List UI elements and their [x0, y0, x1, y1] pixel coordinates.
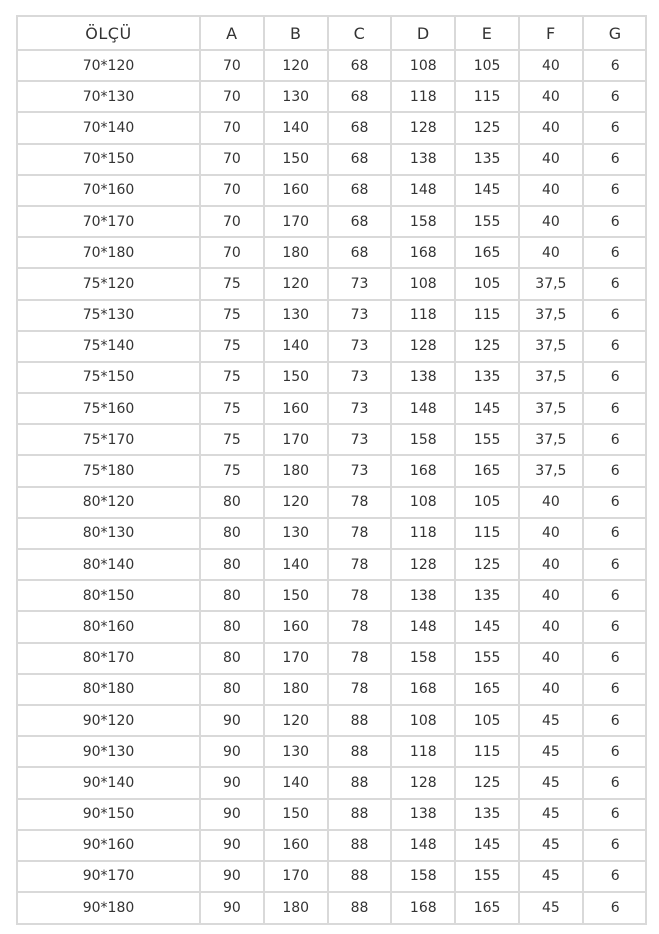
value-cell: 6 — [583, 393, 647, 424]
value-cell: 120 — [264, 705, 328, 736]
value-cell: 80 — [200, 580, 264, 611]
value-cell: 45 — [519, 892, 583, 923]
value-cell: 78 — [328, 580, 392, 611]
value-cell: 6 — [583, 767, 647, 798]
value-cell: 40 — [519, 81, 583, 112]
value-cell: 120 — [264, 487, 328, 518]
value-cell: 6 — [583, 331, 647, 362]
value-cell: 6 — [583, 892, 647, 923]
value-cell: 108 — [391, 268, 455, 299]
value-cell: 160 — [264, 393, 328, 424]
value-cell: 6 — [583, 799, 647, 830]
table-row — [18, 112, 647, 143]
value-cell: 80 — [200, 643, 264, 674]
value-cell: 165 — [455, 674, 519, 705]
value-cell: 128 — [391, 767, 455, 798]
value-cell: 40 — [519, 643, 583, 674]
value-cell: 158 — [391, 643, 455, 674]
value-cell: 6 — [583, 300, 647, 331]
column-header-a: A — [200, 17, 264, 50]
value-cell: 70 — [200, 112, 264, 143]
value-cell: 80 — [200, 518, 264, 549]
column-header-c: C — [328, 17, 392, 50]
value-cell: 37,5 — [519, 393, 583, 424]
table-row — [18, 50, 647, 81]
size-cell: 80*150 — [18, 580, 200, 611]
value-cell: 158 — [391, 206, 455, 237]
value-cell: 88 — [328, 705, 392, 736]
table-row — [18, 300, 647, 331]
value-cell: 78 — [328, 487, 392, 518]
value-cell: 158 — [391, 424, 455, 455]
value-cell: 40 — [519, 144, 583, 175]
value-cell: 115 — [455, 518, 519, 549]
value-cell: 6 — [583, 674, 647, 705]
value-cell: 6 — [583, 611, 647, 642]
value-cell: 125 — [455, 549, 519, 580]
size-cell: 90*130 — [18, 736, 200, 767]
value-cell: 130 — [264, 300, 328, 331]
value-cell: 75 — [200, 331, 264, 362]
value-cell: 168 — [391, 674, 455, 705]
value-cell: 78 — [328, 674, 392, 705]
table-row — [18, 331, 647, 362]
header-row — [18, 17, 647, 50]
value-cell: 37,5 — [519, 331, 583, 362]
table-row — [18, 362, 647, 393]
table-row — [18, 393, 647, 424]
value-cell: 155 — [455, 206, 519, 237]
value-cell: 40 — [519, 549, 583, 580]
size-cell: 90*170 — [18, 861, 200, 892]
value-cell: 80 — [200, 674, 264, 705]
value-cell: 135 — [455, 144, 519, 175]
table-header — [18, 17, 647, 50]
dimension-table-container — [16, 15, 647, 925]
value-cell: 128 — [391, 549, 455, 580]
value-cell: 140 — [264, 767, 328, 798]
value-cell: 6 — [583, 830, 647, 861]
value-cell: 148 — [391, 611, 455, 642]
value-cell: 128 — [391, 331, 455, 362]
value-cell: 75 — [200, 300, 264, 331]
value-cell: 6 — [583, 580, 647, 611]
value-cell: 170 — [264, 643, 328, 674]
value-cell: 78 — [328, 611, 392, 642]
dimension-table — [18, 17, 647, 923]
table-row — [18, 237, 647, 268]
value-cell: 140 — [264, 112, 328, 143]
value-cell: 160 — [264, 830, 328, 861]
size-cell: 80*120 — [18, 487, 200, 518]
value-cell: 118 — [391, 81, 455, 112]
size-cell: 80*170 — [18, 643, 200, 674]
value-cell: 138 — [391, 362, 455, 393]
value-cell: 168 — [391, 237, 455, 268]
value-cell: 128 — [391, 112, 455, 143]
value-cell: 105 — [455, 268, 519, 299]
value-cell: 108 — [391, 705, 455, 736]
value-cell: 140 — [264, 331, 328, 362]
value-cell: 160 — [264, 611, 328, 642]
value-cell: 6 — [583, 50, 647, 81]
value-cell: 45 — [519, 861, 583, 892]
value-cell: 6 — [583, 549, 647, 580]
value-cell: 145 — [455, 830, 519, 861]
value-cell: 6 — [583, 237, 647, 268]
table-row — [18, 611, 647, 642]
value-cell: 90 — [200, 736, 264, 767]
value-cell: 88 — [328, 892, 392, 923]
value-cell: 6 — [583, 705, 647, 736]
size-cell: 80*130 — [18, 518, 200, 549]
table-row — [18, 736, 647, 767]
value-cell: 6 — [583, 112, 647, 143]
value-cell: 125 — [455, 767, 519, 798]
value-cell: 118 — [391, 518, 455, 549]
value-cell: 118 — [391, 300, 455, 331]
value-cell: 138 — [391, 799, 455, 830]
value-cell: 68 — [328, 144, 392, 175]
value-cell: 145 — [455, 175, 519, 206]
value-cell: 6 — [583, 518, 647, 549]
value-cell: 75 — [200, 455, 264, 486]
table-row — [18, 830, 647, 861]
size-cell: 75*130 — [18, 300, 200, 331]
value-cell: 80 — [200, 611, 264, 642]
value-cell: 160 — [264, 175, 328, 206]
value-cell: 88 — [328, 830, 392, 861]
value-cell: 155 — [455, 861, 519, 892]
value-cell: 105 — [455, 705, 519, 736]
value-cell: 180 — [264, 237, 328, 268]
value-cell: 140 — [264, 549, 328, 580]
value-cell: 78 — [328, 643, 392, 674]
value-cell: 148 — [391, 830, 455, 861]
table-row — [18, 175, 647, 206]
value-cell: 40 — [519, 580, 583, 611]
value-cell: 78 — [328, 518, 392, 549]
value-cell: 120 — [264, 50, 328, 81]
size-cell: 70*150 — [18, 144, 200, 175]
value-cell: 45 — [519, 705, 583, 736]
value-cell: 115 — [455, 736, 519, 767]
value-cell: 6 — [583, 736, 647, 767]
size-cell: 75*150 — [18, 362, 200, 393]
table-row — [18, 799, 647, 830]
value-cell: 90 — [200, 705, 264, 736]
value-cell: 155 — [455, 643, 519, 674]
size-cell: 75*120 — [18, 268, 200, 299]
value-cell: 68 — [328, 175, 392, 206]
size-cell: 80*140 — [18, 549, 200, 580]
value-cell: 73 — [328, 331, 392, 362]
size-cell: 75*160 — [18, 393, 200, 424]
value-cell: 180 — [264, 455, 328, 486]
value-cell: 130 — [264, 81, 328, 112]
value-cell: 105 — [455, 487, 519, 518]
value-cell: 145 — [455, 611, 519, 642]
value-cell: 165 — [455, 455, 519, 486]
table-row — [18, 268, 647, 299]
value-cell: 180 — [264, 674, 328, 705]
table-row — [18, 767, 647, 798]
value-cell: 168 — [391, 455, 455, 486]
table-row — [18, 487, 647, 518]
value-cell: 90 — [200, 861, 264, 892]
value-cell: 37,5 — [519, 455, 583, 486]
value-cell: 158 — [391, 861, 455, 892]
column-header-f: F — [519, 17, 583, 50]
value-cell: 73 — [328, 455, 392, 486]
value-cell: 90 — [200, 830, 264, 861]
size-cell: 70*170 — [18, 206, 200, 237]
value-cell: 150 — [264, 580, 328, 611]
value-cell: 6 — [583, 175, 647, 206]
table-body — [18, 50, 647, 923]
value-cell: 45 — [519, 799, 583, 830]
table-row — [18, 861, 647, 892]
table-row — [18, 549, 647, 580]
value-cell: 90 — [200, 767, 264, 798]
value-cell: 37,5 — [519, 300, 583, 331]
value-cell: 6 — [583, 144, 647, 175]
value-cell: 118 — [391, 736, 455, 767]
value-cell: 68 — [328, 112, 392, 143]
size-cell: 70*180 — [18, 237, 200, 268]
value-cell: 115 — [455, 300, 519, 331]
value-cell: 70 — [200, 81, 264, 112]
column-header-g: G — [583, 17, 647, 50]
value-cell: 148 — [391, 175, 455, 206]
value-cell: 165 — [455, 237, 519, 268]
size-cell: 90*140 — [18, 767, 200, 798]
value-cell: 6 — [583, 206, 647, 237]
value-cell: 6 — [583, 424, 647, 455]
size-cell: 80*180 — [18, 674, 200, 705]
value-cell: 6 — [583, 455, 647, 486]
value-cell: 68 — [328, 50, 392, 81]
column-header-d: D — [391, 17, 455, 50]
table-row — [18, 81, 647, 112]
value-cell: 37,5 — [519, 268, 583, 299]
value-cell: 40 — [519, 611, 583, 642]
value-cell: 70 — [200, 50, 264, 81]
size-cell: 70*120 — [18, 50, 200, 81]
table-row — [18, 144, 647, 175]
size-cell: 90*180 — [18, 892, 200, 923]
value-cell: 145 — [455, 393, 519, 424]
value-cell: 70 — [200, 206, 264, 237]
table-row — [18, 705, 647, 736]
value-cell: 45 — [519, 830, 583, 861]
value-cell: 6 — [583, 81, 647, 112]
value-cell: 73 — [328, 362, 392, 393]
value-cell: 155 — [455, 424, 519, 455]
value-cell: 125 — [455, 331, 519, 362]
table-row — [18, 518, 647, 549]
value-cell: 180 — [264, 892, 328, 923]
value-cell: 90 — [200, 799, 264, 830]
column-header-size: ÖLÇÜ — [18, 17, 200, 50]
table-row — [18, 455, 647, 486]
column-header-b: B — [264, 17, 328, 50]
value-cell: 75 — [200, 268, 264, 299]
value-cell: 40 — [519, 487, 583, 518]
value-cell: 78 — [328, 549, 392, 580]
value-cell: 150 — [264, 362, 328, 393]
value-cell: 168 — [391, 892, 455, 923]
value-cell: 73 — [328, 393, 392, 424]
value-cell: 170 — [264, 861, 328, 892]
value-cell: 75 — [200, 393, 264, 424]
value-cell: 6 — [583, 487, 647, 518]
value-cell: 45 — [519, 767, 583, 798]
value-cell: 75 — [200, 424, 264, 455]
value-cell: 73 — [328, 268, 392, 299]
table-row — [18, 580, 647, 611]
size-cell: 75*170 — [18, 424, 200, 455]
value-cell: 108 — [391, 487, 455, 518]
table-row — [18, 206, 647, 237]
value-cell: 80 — [200, 487, 264, 518]
value-cell: 37,5 — [519, 362, 583, 393]
value-cell: 73 — [328, 424, 392, 455]
value-cell: 70 — [200, 144, 264, 175]
value-cell: 45 — [519, 736, 583, 767]
value-cell: 88 — [328, 799, 392, 830]
value-cell: 6 — [583, 268, 647, 299]
value-cell: 105 — [455, 50, 519, 81]
value-cell: 73 — [328, 300, 392, 331]
value-cell: 40 — [519, 206, 583, 237]
size-cell: 80*160 — [18, 611, 200, 642]
value-cell: 88 — [328, 767, 392, 798]
value-cell: 90 — [200, 892, 264, 923]
value-cell: 88 — [328, 736, 392, 767]
table-row — [18, 643, 647, 674]
value-cell: 170 — [264, 206, 328, 237]
value-cell: 135 — [455, 799, 519, 830]
value-cell: 135 — [455, 362, 519, 393]
value-cell: 80 — [200, 549, 264, 580]
value-cell: 120 — [264, 268, 328, 299]
size-cell: 70*140 — [18, 112, 200, 143]
size-cell: 75*180 — [18, 455, 200, 486]
value-cell: 148 — [391, 393, 455, 424]
value-cell: 135 — [455, 580, 519, 611]
value-cell: 170 — [264, 424, 328, 455]
value-cell: 40 — [519, 50, 583, 81]
table-row — [18, 892, 647, 923]
table-row — [18, 674, 647, 705]
value-cell: 70 — [200, 175, 264, 206]
value-cell: 138 — [391, 580, 455, 611]
size-cell: 70*160 — [18, 175, 200, 206]
value-cell: 150 — [264, 799, 328, 830]
value-cell: 108 — [391, 50, 455, 81]
value-cell: 125 — [455, 112, 519, 143]
value-cell: 88 — [328, 861, 392, 892]
value-cell: 40 — [519, 237, 583, 268]
column-header-e: E — [455, 17, 519, 50]
value-cell: 130 — [264, 736, 328, 767]
size-cell: 90*120 — [18, 705, 200, 736]
value-cell: 68 — [328, 206, 392, 237]
size-cell: 90*160 — [18, 830, 200, 861]
value-cell: 40 — [519, 175, 583, 206]
table-row — [18, 424, 647, 455]
value-cell: 37,5 — [519, 424, 583, 455]
value-cell: 75 — [200, 362, 264, 393]
value-cell: 138 — [391, 144, 455, 175]
size-cell: 75*140 — [18, 331, 200, 362]
value-cell: 130 — [264, 518, 328, 549]
value-cell: 150 — [264, 144, 328, 175]
value-cell: 40 — [519, 112, 583, 143]
value-cell: 70 — [200, 237, 264, 268]
value-cell: 40 — [519, 674, 583, 705]
value-cell: 40 — [519, 518, 583, 549]
value-cell: 165 — [455, 892, 519, 923]
value-cell: 115 — [455, 81, 519, 112]
size-cell: 70*130 — [18, 81, 200, 112]
value-cell: 6 — [583, 362, 647, 393]
size-cell: 90*150 — [18, 799, 200, 830]
value-cell: 6 — [583, 643, 647, 674]
value-cell: 6 — [583, 861, 647, 892]
value-cell: 68 — [328, 237, 392, 268]
value-cell: 68 — [328, 81, 392, 112]
